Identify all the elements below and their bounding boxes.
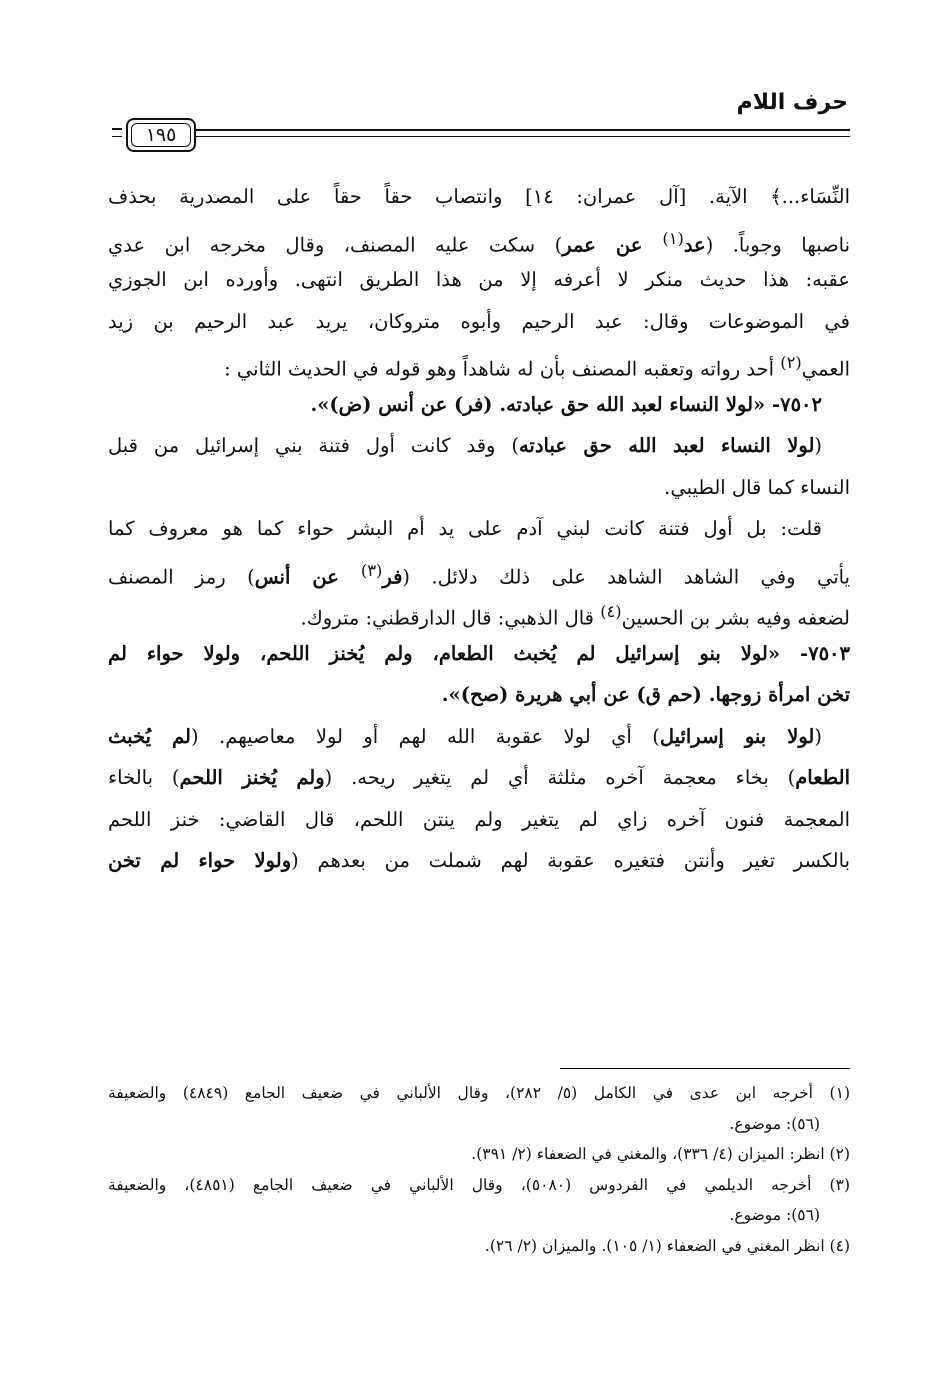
quoted-matn: ولولا حواء لم تخن <box>108 849 292 872</box>
footnote-1-cont <box>108 1109 850 1140</box>
footnote-text: (٤) انظر المغني في الضعفاء (١/ ١٠٥). والميزان (٢/ ٢٦). <box>484 1236 850 1255</box>
body-line-15 <box>108 757 850 799</box>
body-line-8 <box>108 467 850 509</box>
footnote-1 <box>108 1078 850 1109</box>
text-run: ) أي لولا عقوبة الله لهم أو لولا معاصيهم. ( <box>190 724 660 748</box>
text-run: ) سكت عليه المصنف، وقال مخرجه ابن عدي <box>108 233 563 256</box>
text-run: ناصبها وجوباً. ( <box>705 233 850 256</box>
body-line-3 <box>108 259 850 301</box>
text-run: لضعفه وفيه بشر بن الحسين <box>621 606 850 630</box>
body-line-9 <box>108 508 850 550</box>
text-run: النساء كما قال الطيبي. <box>664 475 850 499</box>
body-line-14 <box>108 716 850 758</box>
page-number-box <box>126 118 196 152</box>
text-run: قال الذهبي: قال الدارقطني: متروك. <box>300 606 601 630</box>
quoted-matn: الطعام <box>795 766 850 789</box>
text-run: ) بالخاء <box>108 766 180 789</box>
text-run: يأتي وفي الشاهد الشاهد على ذلك دلائل. ( <box>402 565 850 588</box>
body-line-2 <box>108 218 850 260</box>
body-line-1 <box>108 176 850 218</box>
footnote-text: (٥٦): موضوع. <box>729 1206 820 1224</box>
body-line-17 <box>108 840 850 882</box>
text-run: في الموضوعات وقال: عبد الرحيم وأبوه متروكان، يريد عبد الرحيم بن زيد <box>108 309 850 333</box>
quoted-matn: لم يُخبث <box>108 724 191 748</box>
text-run: العمي <box>801 357 850 381</box>
quoted-matn: لولا بنو إسرائيل <box>659 724 815 748</box>
header-rule <box>112 118 850 152</box>
text-run: ( <box>814 724 822 748</box>
body-text <box>108 176 850 882</box>
footnote-text: (٢) انظر: الميزان (٤/ ٣٣٦)، والمغني في الضعفاء (٢/ ٣٩١). <box>471 1145 850 1163</box>
text-run: عقبه: هذا حديث منكر لا أعرفه إلا من هذا الطريق انتهى. وأورده ابن الجوزي <box>108 268 850 291</box>
hadith-text: ٧٥٠٣- «لولا بنو إسرائيل لم يُخبث الطعام، ولم يُخنز اللحم، ولولا حواء لم <box>108 641 850 665</box>
body-line-7 <box>108 425 850 467</box>
text-run: بالكسر تغير وأنتن فتغيره عقوبة لهم شملت من بعدهم ( <box>291 849 850 872</box>
page-number: ١٩٥ <box>145 124 177 146</box>
text-run: المعجمة فنون آخره زاي لم يتغير ولم ينتن اللحم، قال القاضي: خنز اللحم <box>108 807 850 831</box>
text-run: ( <box>814 434 822 457</box>
text-run: أحد رواته وتعقبه المصنف بأن له شاهداً وهو قوله في الحديث الثاني : <box>224 357 781 381</box>
narrator: عن عمر <box>562 233 663 256</box>
footnote-ref: (٣) <box>360 560 383 580</box>
footnote-ref: (٢) <box>780 353 802 372</box>
hadith-text: تخن امرأة زوجها. (حم ق) عن أبي هريرة (صح)». <box>441 683 850 706</box>
text-run: ) وقد كانت أول فتنة بني إسرائيل من قبل <box>108 434 519 457</box>
quoted-matn: ولم يُخنز اللحم <box>179 766 325 789</box>
page-number-inner-frame <box>131 123 191 147</box>
footnote-2 <box>108 1139 850 1170</box>
footnote-text: (٣) أخرجه الديلمي في الفردوس (٥٠٨٠)، وقال الألباني في ضعيف الجامع (٤٨٥١)، والضعيفة <box>108 1175 850 1194</box>
footnote-3 <box>108 1170 850 1201</box>
body-line-5 <box>108 342 850 384</box>
source-code: عد <box>683 233 706 256</box>
body-line-11 <box>108 591 850 633</box>
body-line-4 <box>108 301 850 343</box>
footnote-text: (١) أخرجه ابن عدى في الكامل (٥/ ٢٨٢)، وقال الألباني في ضعيف الجامع (٤٨٤٩) والضعيفة <box>108 1084 850 1102</box>
body-line-10 <box>108 550 850 592</box>
text-run: قلت: بل أول فتنة كانت لبني آدم على يد أم البشر حواء كما هو معروف كما <box>108 517 822 540</box>
hadith-7503-line-1 <box>108 633 850 675</box>
narrator: عن أنس <box>254 565 361 588</box>
hadith-text: ٧٥٠٢- «لولا النساء لعبد الله حق عبادته. (فر) عن أنس (ض)». <box>310 392 822 416</box>
footnote-ref: (١) <box>662 228 684 248</box>
footnotes <box>108 1078 850 1261</box>
text-run: ) رمز المصنف <box>108 565 255 588</box>
text-run: ) بخاء معجمة آخره مثلثة أي لم يتغير ريحه. ( <box>324 766 796 789</box>
body-line-16 <box>108 799 850 841</box>
text-run: النِّسَاء...﴾ الآية. [آل عمران: ١٤] وانتصاب حقاً حقاً على المصدرية بحذف <box>108 185 850 208</box>
footnote-text: (٥٦): موضوع. <box>729 1114 820 1133</box>
footnote-separator <box>560 1068 850 1069</box>
rule-lines <box>196 129 850 137</box>
footnote-4 <box>108 1231 850 1262</box>
quoted-matn: لولا النساء لعبد الله حق عبادته <box>518 434 815 457</box>
source-code: فر <box>382 565 403 588</box>
hadith-7502 <box>108 384 850 426</box>
running-title: حرف اللام <box>736 90 848 115</box>
hadith-7503-line-2 <box>108 674 850 716</box>
footnote-ref: (٤) <box>600 602 622 621</box>
footnote-3-cont <box>108 1200 850 1231</box>
rule-tick <box>112 128 122 137</box>
